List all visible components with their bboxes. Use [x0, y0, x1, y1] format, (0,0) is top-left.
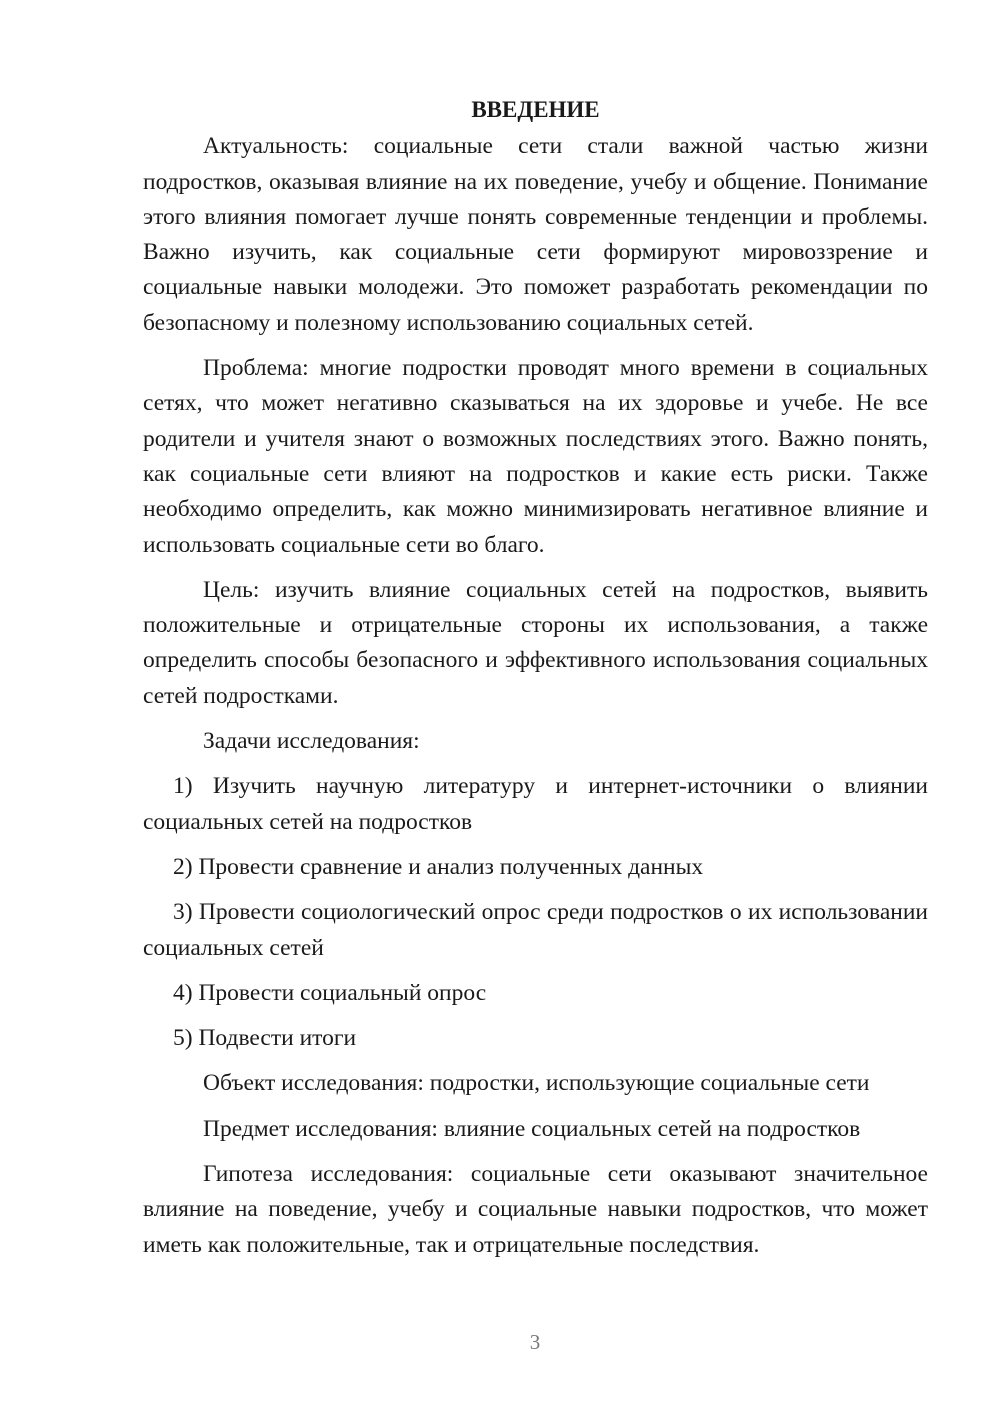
section-heading: ВВЕДЕНИЕ — [471, 97, 600, 122]
page-number: 3 — [529, 1330, 541, 1354]
tasks-heading: Задачи исследования: — [203, 728, 420, 755]
hypothesis-paragraph: Гипотеза исследования: социальные сети оказывают значительное влияние на поведение, учебу и социальные навыки подростков, что может иметь как положительные, так и отрицательные последствия. — [143, 1161, 928, 1258]
problem-paragraph: Проблема: многие подростки проводят много времени в социальных сетях, что может негативно сказываться на их здоровье и учебе. Не все родители и учителя знают о возможных последствиях этого. Важно понять, как социальные сети влияют на подростков и какие есть риски. Также необходимо определить, как можно минимизировать негативное влияние и использовать социальные сети во благо. — [143, 355, 928, 558]
task-item: 3) Провести социологический опрос среди подростков о их использовании социальных сетей — [143, 899, 928, 961]
subject-paragraph: Предмет исследования: влияние социальных сетей на подростков — [203, 1115, 861, 1142]
task-item: 1) Изучить научную литературу и интернет-источники о влиянии социальных сетей на подростков — [143, 773, 928, 835]
object-paragraph: Объект исследования: подростки, использующие социальные сети — [203, 1070, 870, 1097]
task-item: 2) Провести сравнение и анализ полученных данных — [173, 853, 704, 880]
task-item: 4) Провести социальный опрос — [173, 979, 487, 1006]
relevance-paragraph: Актуальность: социальные сети стали важной частью жизни подростков, оказывая влияние на их поведение, учебу и общение. Понимание этого влияния помогает лучше понять современные тенденции и проблемы. Важно изучить, как социальные сети формируют мировоззрение и социальные навыки молодежи. Это поможет разработать рекомендации по безопасному и полезному использованию социальных сетей. — [143, 133, 928, 336]
document-page — [143, 92, 928, 1273]
task-item: 5) Подвести итоги — [173, 1025, 357, 1052]
goal-paragraph: Цель: изучить влияние социальных сетей на подростков, выявить положительные и отрицательные стороны их использования, а также определить способы безопасного и эффективного использования социальных сетей подростками. — [143, 576, 928, 709]
